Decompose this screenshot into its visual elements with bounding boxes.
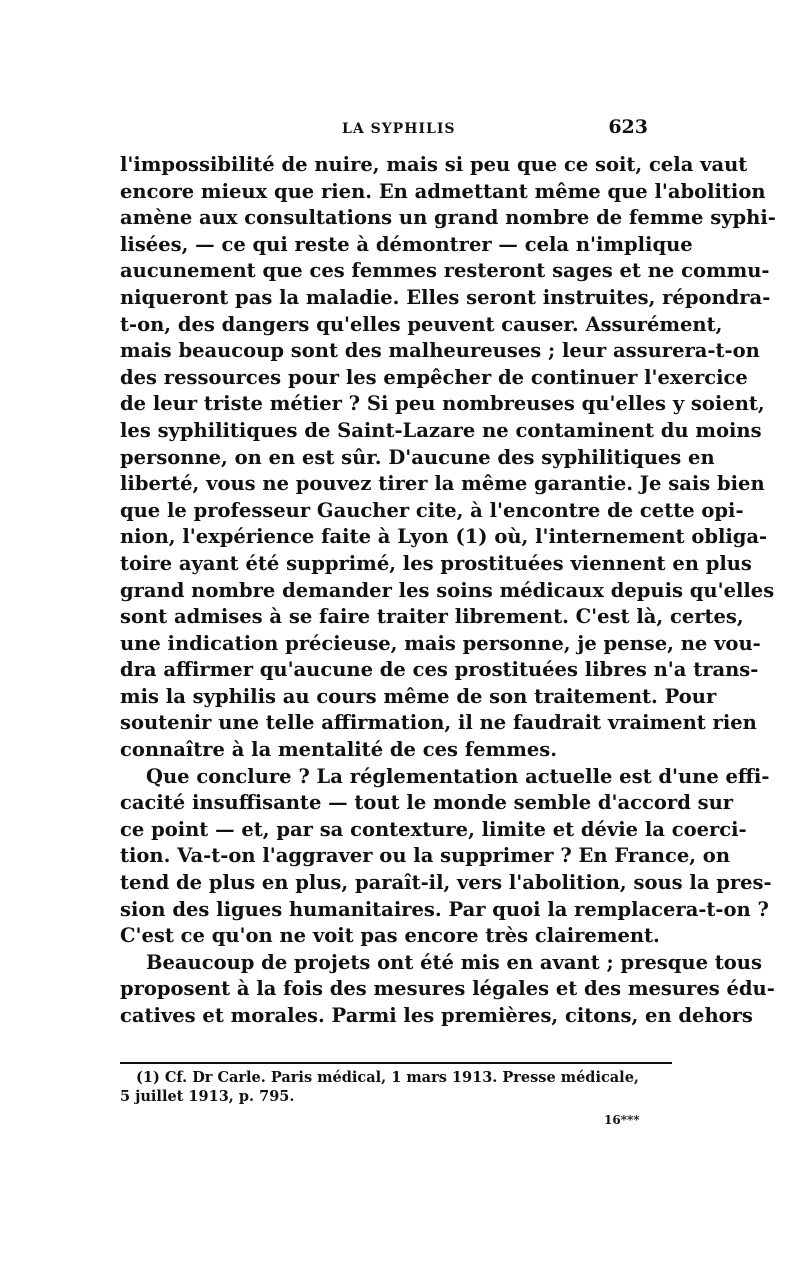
text-line: que le professeur Gaucher cite, à l'encontre de cette opi-: [120, 498, 744, 522]
text-line: proposent à la fois des mesures légales et des mesures édu-: [120, 977, 775, 1001]
text-line: de leur triste métier ? Si peu nombreuses qu'elles y soient,: [120, 392, 765, 416]
running-title: LA SYPHILIS: [342, 121, 456, 137]
body-text: [120, 152, 776, 1030]
text-line: dra affirmer qu'aucune de ces prostituées libres n'a trans-: [120, 658, 759, 682]
text-line: Beaucoup de projets ont été mis en avant ; presque tous: [146, 950, 762, 974]
text-line: C'est ce qu'on ne voit pas encore très clairement.: [120, 924, 660, 948]
text-line: encore mieux que rien. En admettant même que l'abolition: [120, 179, 766, 203]
footnote-line: (1) Cf. Dr Carle. Paris médical, 1 mars 1913. Presse médicale,: [136, 1069, 639, 1086]
text-line: grand nombre demander les soins médicaux depuis qu'elles: [120, 578, 775, 602]
footnote-line: 5 juillet 1913, p. 795.: [120, 1088, 295, 1105]
text-line: ce point — et, par sa contexture, limite et dévie la coerci-: [120, 817, 747, 841]
text-line: les syphilitiques de Saint-Lazare ne contaminent du moins: [120, 418, 762, 442]
text-line: niqueront pas la maladie. Elles seront instruites, répondra-: [120, 285, 771, 309]
text-line: t-on, des dangers qu'elles peuvent causer. Assurément,: [120, 312, 723, 336]
text-line: liberté, vous ne pouvez tirer la même garantie. Je sais bien: [120, 472, 765, 496]
text-line: Que conclure ? La réglementation actuelle est d'une effi-: [146, 764, 770, 788]
text-line: cacité insuffisante — tout le monde semble d'accord sur: [120, 791, 734, 815]
footnote: [120, 1068, 672, 1106]
text-line: catives et morales. Parmi les premières, citons, en dehors: [120, 1004, 753, 1027]
paragraph: [120, 950, 775, 1030]
text-line: personne, on en est sûr. D'aucune des syphilitiques en: [120, 445, 715, 469]
footnote-divider: [120, 1062, 672, 1064]
signature-mark: 16***: [604, 1113, 640, 1127]
text-line: nion, l'expérience faite à Lyon (1) où, l'internement obliga-: [120, 525, 768, 549]
text-line: sont admises à se faire traiter librement. C'est là, certes,: [120, 605, 744, 629]
text-line: connaître à la mentalité de ces femmes.: [120, 738, 557, 762]
text-line: toire ayant été supprimé, les prostituées viennent en plus: [120, 551, 752, 575]
text-line: une indication précieuse, mais personne, je pense, ne vou-: [120, 631, 761, 655]
text-line: mis la syphilis au cours même de son traitement. Pour: [120, 684, 717, 708]
text-line: l'impossibilité de nuire, mais si peu que ce soit, cela vaut: [120, 153, 748, 176]
text-line: soutenir une telle affirmation, il ne faudrait vraiment rien: [120, 711, 757, 735]
text-line: lisées, — ce qui reste à démontrer — cela n'implique: [120, 232, 693, 256]
text-line: tion. Va-t-on l'aggraver ou la supprimer ? En France, on: [120, 844, 730, 868]
paragraph: [120, 152, 776, 764]
text-line: mais beaucoup sont des malheureuses ; leur assurera-t-on: [120, 339, 760, 363]
page-number: 623: [608, 116, 648, 138]
paragraph: [120, 764, 772, 950]
text-line: sion des ligues humanitaires. Par quoi la remplacera-t-on ?: [120, 897, 769, 921]
text-line: tend de plus en plus, paraît-il, vers l'abolition, sous la pres-: [120, 871, 772, 895]
text-line: aucunement que ces femmes resteront sages et ne commu-: [120, 259, 770, 283]
text-line: des ressources pour les empêcher de continuer l'exercice: [120, 365, 748, 389]
text-line: amène aux consultations un grand nombre de femme syphi-: [120, 206, 776, 230]
page-header: [120, 116, 648, 138]
